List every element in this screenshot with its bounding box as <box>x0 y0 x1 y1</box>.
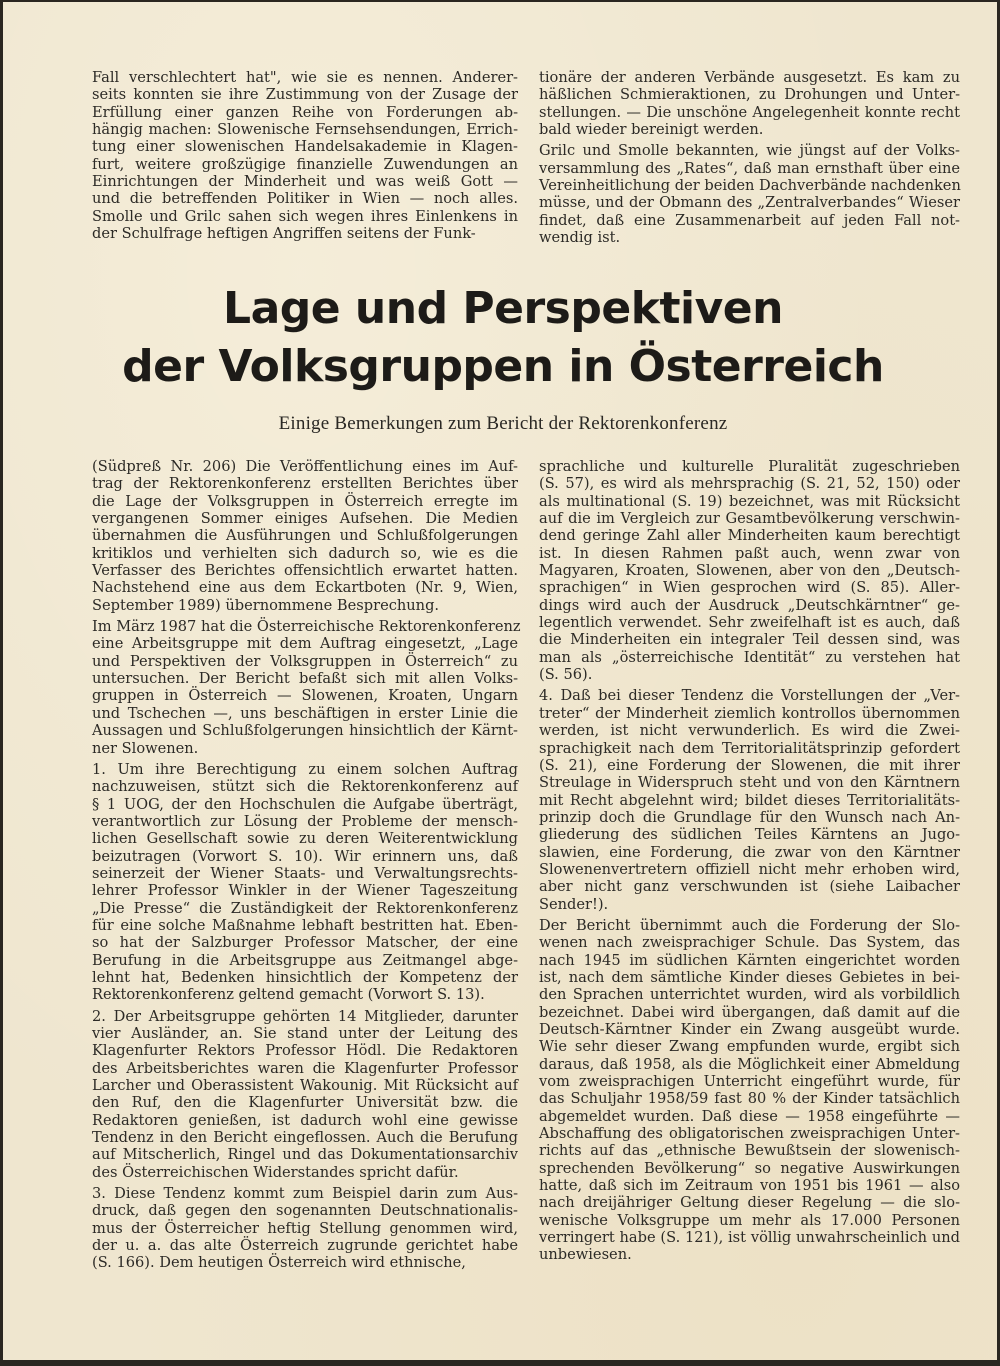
text-line: und die betreffenden Politiker in Wien — noch alles. <box>92 190 518 208</box>
text-line: vier Ausländer, an. Sie stand unter der Leitung des <box>92 1025 518 1042</box>
text-line: Wie sehr dieser Zwang empfunden wurde, ergibt sich <box>539 1038 960 1056</box>
text-line: nachzuweisen, stützt sich die Rektorenkonferenz auf <box>92 778 518 796</box>
text-line: kritiklos und verhielten sich dadurch so, wie es die <box>92 544 518 562</box>
text-line: auf die im Vergleich zur Gesamtbevölkerung verschwin- <box>539 510 960 528</box>
text-line: abgemeldet wurden. Daß diese — 1958 eingeführte — <box>539 1107 960 1125</box>
paragraph <box>92 1008 518 1181</box>
text-line: Slowenenvertretern offiziell nicht mehr erhoben wird, <box>539 860 960 878</box>
text-line: mus der Österreicher heftig Stellung genommen wird, <box>92 1219 518 1237</box>
text-line: Deutsch-Kärntner Kinder ein Zwang ausgeübt wurde. <box>539 1021 960 1038</box>
text-line: ist, nach dem sämtliche Kinder dieses Gebietes in bei- <box>539 968 960 986</box>
text-line: 4. Daß bei dieser Tendenz die Vorstellungen der „Ver- <box>539 687 960 705</box>
text-line: eine Arbeitsgruppe mit dem Auftrag eingesetzt, „Lage <box>92 635 518 653</box>
text-line: sprechenden Bevölkerung“ so negative Auswirkungen <box>539 1159 960 1177</box>
newspaper-page <box>3 2 997 1360</box>
text-line: dings wird auch der Ausdruck „Deutschkärntner“ ge- <box>539 596 960 614</box>
text-line: legentlich verwendet. Sehr zweifelhaft ist es auch, daß <box>539 614 960 632</box>
paragraph <box>539 687 960 912</box>
text-line: gruppen in Österreich — Slowenen, Kroaten, Ungarn <box>92 687 518 705</box>
text-line: mit Recht abgelehnt wird; bildet dieses Territorialitäts- <box>539 791 960 809</box>
text-line: der Schulfrage heftigen Angriffen seitens der Funk- <box>92 225 476 243</box>
text-line: hatte, daß sich im Zeitraum von 1951 bis 1961 — also <box>539 1177 960 1195</box>
text-line: als multinational (S. 19) bezeichnet, was mit Rücksicht <box>539 492 960 510</box>
text-line: stellungen. — Die unschöne Angelegenheit konnte recht <box>539 103 960 121</box>
text-line: (S. 21), eine Forderung der Slowenen, die mit ihrer <box>539 756 960 774</box>
text-line: druck, daß gegen den sogenannten Deutschnationalis- <box>92 1202 518 1220</box>
text-line: Streulage in Widerspruch steht und von den Kärntnern <box>539 774 960 792</box>
text-line: werden, ist nicht verwunderlich. Es wird die Zwei- <box>539 722 960 740</box>
text-line: seits konnten sie ihre Zustimmung von der Zusage der <box>92 86 518 104</box>
text-line: auf Mitscherlich, Ringel und das Dokumentationsarchiv <box>92 1146 518 1164</box>
text-line: prinzip doch die Grundlage für den Wunsch nach An- <box>539 808 960 826</box>
text-line: das Schuljahr 1958/59 fast 80 % der Kinder tatsächlich <box>539 1090 960 1108</box>
text-line: Fall verschlechtert hat", wie sie es nennen. Anderer- <box>92 69 518 86</box>
text-line: Smolle und Grilc sahen sich wegen ihres Einlenkens in <box>92 207 518 225</box>
text-line: beizutragen (Vorwort S. 10). Wir erinnern uns, daß <box>92 847 518 865</box>
text-line: verantwortlich zur Lösung der Probleme der mensch- <box>92 812 518 830</box>
text-line: Verfasser des Berichtes offensichtlich erwartet hatten. <box>92 562 518 580</box>
text-line: und Perspektiven der Volksgruppen in Österreich“ zu <box>92 652 518 670</box>
text-line: (S. 57), es wird als mehrsprachig (S. 21, 52, 150) oder <box>539 475 960 493</box>
article-left-column <box>92 458 521 1276</box>
text-line: dend geringe Zahl aller Minderheiten kaum berechtigt <box>539 527 960 545</box>
text-line: man als „österreichische Identität“ zu verstehen hat <box>539 648 960 666</box>
paragraph <box>539 458 960 683</box>
text-line: Klagenfurter Rektors Professor Hödl. Die Redaktoren <box>92 1042 518 1060</box>
text-line: verringert habe (S. 121), ist völlig unwahrscheinlich und <box>539 1229 960 1247</box>
text-line: bezeichnet. Dabei wird übergangen, daß damit auf die <box>539 1003 960 1021</box>
paragraph <box>539 142 960 246</box>
text-line: § 1 UOG, der den Hochschulen die Aufgabe überträgt, <box>92 795 518 813</box>
text-line: Tendenz in den Bericht eingeflossen. Auch die Berufung <box>92 1129 518 1147</box>
text-line: müsse, und der Obmann des „Zentralverbandes“ Wieser <box>539 194 960 212</box>
text-line: Vereinheitlichung der beiden Dachverbände nachdenken <box>539 177 961 195</box>
text-line: Der Bericht übernimmt auch die Forderung der Slo- <box>539 916 960 934</box>
text-line: tionäre der anderen Verbände ausgesetzt. Es kam zu <box>539 69 960 86</box>
text-line: gliederung des südlichen Teiles Kärntens an Jugo- <box>539 826 960 844</box>
text-line: untersuchen. Der Bericht befaßt sich mit allen Volks- <box>92 670 518 688</box>
text-line: den Ruf, den die Klagenfurter Universität bzw. die <box>92 1094 518 1112</box>
text-line: nach dreijähriger Geltung dieser Regelung — die slo- <box>539 1194 960 1212</box>
text-line: trag der Rektorenkonferenz erstellten Berichtes über <box>92 475 518 493</box>
paragraph <box>92 761 518 1004</box>
text-line: Rektorenkonferenz geltend gemacht (Vorwort S. 13). <box>92 986 485 1004</box>
text-line: nach 1945 im südlichen Kärnten eingerichtet worden <box>539 951 960 969</box>
text-line: übernahmen die Ausführungen und Schlußfolgerungen <box>92 527 518 545</box>
article-headline-line-2: der Volksgruppen in Österreich <box>122 341 884 392</box>
text-line: wenen nach zweisprachiger Schule. Das System, das <box>539 934 960 952</box>
text-line: Nachstehend eine aus dem Eckartboten (Nr. 9, Wien, <box>92 579 518 597</box>
text-line: unbewiesen. <box>539 1246 632 1264</box>
text-line: September 1989) übernommene Besprechung. <box>92 596 440 614</box>
paragraph <box>92 458 518 614</box>
text-line: findet, daß eine Zusammenarbeit auf jeden Fall not- <box>539 211 960 229</box>
text-line: häßlichen Schmieraktionen, zu Drohungen und Unter- <box>539 86 960 104</box>
continued-article-left-column <box>92 69 518 246</box>
text-line: der u. a. das alte Österreich zugrunde gerichtet habe <box>92 1237 518 1255</box>
text-line: „Die Presse“ die Zuständigkeit der Rektorenkonferenz <box>92 899 518 917</box>
text-line: Larcher und Oberassistent Wakounig. Mit Rücksicht auf <box>92 1077 518 1095</box>
text-line: Aussagen und Schlußfolgerungen hinsichtlich der Kärnt- <box>92 722 518 740</box>
text-line: Erfüllung einer ganzen Reihe von Forderungen ab- <box>92 103 518 121</box>
text-line: aber nicht ganz verschwunden ist (siehe Laibacher <box>539 878 960 896</box>
text-line: lehnt hat, Bedenken hinsichtlich der Kompetenz der <box>92 968 518 986</box>
text-line: des Österreichischen Widerstandes spricht dafür. <box>92 1163 459 1181</box>
text-line: die Minderheiten ein integraler Teil dessen sind, was <box>539 631 960 649</box>
text-line: Im März 1987 hat die Österreichische Rektorenkonferenz <box>92 618 521 636</box>
text-line: furt, weitere großzügige finanzielle Zuwendungen an <box>92 155 518 173</box>
text-line: slawien, eine Forderung, die zwar von den Kärntner <box>539 843 960 861</box>
text-line: Sender!). <box>539 895 609 913</box>
text-line: 2. Der Arbeitsgruppe gehörten 14 Mitglieder, darunter <box>92 1007 518 1025</box>
text-line: den Sprachen unterrichtet wurden, wird als vorbildlich <box>539 986 960 1004</box>
paragraph <box>92 1185 518 1272</box>
text-line: (Südpreß Nr. 206) Die Veröffentlichung eines im Auf- <box>92 458 518 475</box>
text-line: so hat der Salzburger Professor Matscher, der eine <box>92 934 518 952</box>
text-line: 1. Um ihre Berechtigung zu einem solchen Auftrag <box>92 760 518 778</box>
text-line: Redaktoren genießen, ist dadurch wohl eine gewisse <box>92 1111 518 1129</box>
text-line: sprachliche und kulturelle Pluralität zugeschrieben <box>539 458 960 475</box>
text-line: bald wieder bereinigt werden. <box>539 121 764 139</box>
text-line: daraus, daß 1958, als die Möglichkeit einer Abmeldung <box>539 1055 960 1073</box>
article-subtitle: Einige Bemerkungen zum Bericht der Rektorenkonferenz <box>278 413 728 434</box>
text-line: lichen Gesellschaft sowie zu deren Weiterentwicklung <box>92 830 518 848</box>
text-line: (S. 56). <box>539 666 593 684</box>
text-line: (S. 166). Dem heutigen Österreich wird ethnische, <box>92 1254 466 1272</box>
text-line: Magyaren, Kroaten, Slowenen, aber von den „Deutsch- <box>539 562 960 580</box>
text-line: richts auf das „ethnische Bewußtsein der slowenisch- <box>539 1142 960 1160</box>
text-line: versammlung des „Rates“, daß man ernsthaft über eine <box>539 159 960 177</box>
article-headline-line-1: Lage und Perspektiven <box>223 283 783 334</box>
text-line: treter“ der Minderheit ziemlich kontrollos übernommen <box>539 704 960 722</box>
text-line: ist. In diesen Rahmen paßt auch, wenn zwar von <box>539 544 960 562</box>
paragraph <box>539 69 960 138</box>
text-line: wendig ist. <box>539 229 621 247</box>
text-line: Einrichtungen der Minderheit und was weiß Gott — <box>92 173 518 191</box>
text-line: vergangenen Sommer einiges Aufsehen. Die Medien <box>92 510 518 528</box>
continued-article-right-column <box>539 69 960 250</box>
text-line: und Tschechen —, uns beschäftigen in erster Linie die <box>92 704 518 722</box>
text-line: lehrer Professor Winkler in der Wiener Tageszeitung <box>92 882 518 900</box>
paragraph <box>92 618 521 757</box>
text-line: seinerzeit der Wiener Staats- und Verwaltungsrechts- <box>92 864 518 882</box>
text-line: ner Slowenen. <box>92 739 199 757</box>
text-line: hängig machen: Slowenische Fernsehsendungen, Errich- <box>92 121 518 139</box>
text-line: die Lage der Volksgruppen in Österreich erregte im <box>92 492 518 510</box>
text-line: Abschaffung des obligatorischen zweisprachigen Unter- <box>539 1125 960 1143</box>
text-line: Berufung in die Arbeitsgruppe aus Zeitmangel abge- <box>92 951 518 969</box>
text-line: für eine solche Maßnahme lebhaft bestritten hat. Eben- <box>92 916 518 934</box>
paragraph <box>92 69 518 242</box>
text-line: 3. Diese Tendenz kommt zum Beispiel darin zum Aus- <box>92 1185 518 1203</box>
text-line: sprachigkeit nach dem Territorialitätsprinzip gefordert <box>539 739 960 757</box>
text-line: vom zweisprachigen Unterricht eingeführt wurde, für <box>539 1073 960 1091</box>
text-line: des Arbeitsberichtes waren die Klagenfurter Professor <box>92 1059 518 1077</box>
text-line: wenische Volksgruppe um mehr als 17.000 Personen <box>539 1211 960 1229</box>
text-line: sprachigen“ in Wien gesprochen wird (S. 85). Aller- <box>539 579 960 597</box>
text-line: tung einer slowenischen Handelsakademie in Klagen- <box>92 138 518 156</box>
text-line: Grilc und Smolle bekannten, wie jüngst auf der Volks- <box>539 142 960 160</box>
paragraph <box>539 917 960 1264</box>
article-right-column <box>539 458 960 1268</box>
